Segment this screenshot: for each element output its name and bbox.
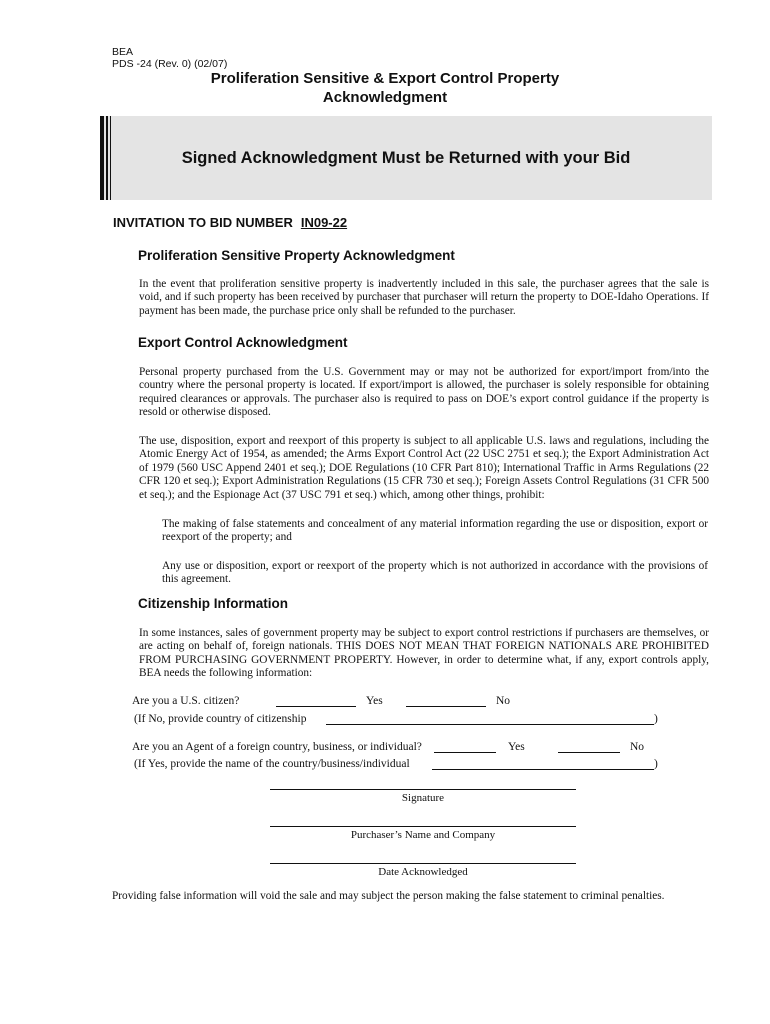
answer-blank xyxy=(326,724,654,725)
bid-number: IN09-22 xyxy=(300,215,348,230)
answer-blank xyxy=(406,706,486,707)
close-paren: ) xyxy=(654,713,658,725)
document-title xyxy=(140,69,630,107)
answer-blank xyxy=(558,752,620,753)
citizenship-heading: Citizenship Information xyxy=(138,596,288,611)
foreign-agent-name-prompt: (If Yes, provide the name of the country/business/individual xyxy=(134,758,410,770)
purchaser-name-field[interactable] xyxy=(270,826,576,827)
answer-blank xyxy=(432,769,654,770)
export-control-body-2: The use, disposition, export and reexport of this property is subject to all applicable U.S. laws and regulations, including the Atomic Energy Act of 1954, as amended; the Arms Export Control Act (22 USC 2751 et seq.); the Export Administration Act of 1979 (560 USC Append 2401 et seq.); DOE Regulations (10 CFR Part 810); International Traffic in Arms Regulations (22 CFR 120 et seq.); Export Administration Regulations (15 CFR 730 et seq.); Foreign Assets Control Regulations (31 CFR 500 et seq.); and the Espionage Act (37 USC 791 et seq.) which, among other things, prohibit: xyxy=(139,435,709,501)
document-title-line1: Proliferation Sensitive & Export Control Property xyxy=(210,70,560,87)
agency-code: BEA xyxy=(112,46,134,58)
foreign-agent-no-label: No xyxy=(630,741,645,753)
bid-label: INVITATION TO BID NUMBER xyxy=(113,215,293,230)
foreign-agent-yes-field[interactable] xyxy=(434,752,496,753)
foreign-agent-yes-label: Yes xyxy=(508,741,525,753)
banner-text: Signed Acknowledgment Must be Returned with your Bid xyxy=(181,149,631,167)
bid-number-line xyxy=(113,215,347,230)
close-paren: ) xyxy=(654,758,658,770)
signature-label: Signature xyxy=(401,792,445,804)
foreign-agent-name-field[interactable] xyxy=(432,769,654,770)
prohibition-item-2: Any use or disposition, export or reexport of the property which is not authorized in accordance with the provisions of this agreement. xyxy=(162,560,708,586)
answer-blank xyxy=(276,706,356,707)
citizenship-country-field[interactable] xyxy=(326,724,654,725)
signature-field[interactable] xyxy=(270,789,576,790)
proliferation-heading: Proliferation Sensitive Property Acknowledgment xyxy=(138,248,455,263)
export-control-heading: Export Control Acknowledgment xyxy=(138,335,348,350)
form-code: PDS -24 (Rev. 0) (02/07) xyxy=(112,58,228,70)
foreign-agent-no-field[interactable] xyxy=(558,752,620,753)
prohibition-item-1: The making of false statements and concealment of any material information regarding the use or disposition, export or reexport of the property; and xyxy=(162,518,708,544)
export-control-body-1: Personal property purchased from the U.S. Government may or may not be authorized for export/import from/into the country where the personal property is located. If export/import is allowed, the purchaser is solely responsible for obtaining required clearances or approvals. The purchaser also is required to pass on DOE’s export control guidance if the property is resold or otherwise disposed. xyxy=(139,366,709,419)
false-information-warning: Providing false information will void the sale and may subject the person making the false statement to criminal penalties. xyxy=(112,890,665,902)
purchaser-name-label: Purchaser’s Name and Company xyxy=(350,829,496,841)
banner-bar xyxy=(100,116,104,200)
date-label: Date Acknowledged xyxy=(378,866,468,878)
notice-banner xyxy=(100,116,712,200)
foreign-agent-question: Are you an Agent of a foreign country, business, or individual? xyxy=(132,741,422,753)
citizenship-country-prompt: (If No, provide country of citizenship xyxy=(134,713,307,725)
us-citizen-no-label: No xyxy=(496,695,511,707)
citizenship-body: In some instances, sales of government property may be subject to export control restrictions if purchasers are themselves, or are acting on behalf of, foreign nationals. THIS DOES NOT MEAN THAT FOREIGN NATIONALS ARE PROHIBITED FROM PURCHASING GOVERNMENT PROPERTY. However, in order to determine what, if any, export controls apply, BEA needs the following information: xyxy=(139,627,709,680)
proliferation-body: In the event that proliferation sensitive property is inadvertently included in this sale, the purchaser agrees that the sale is void, and if such property has been received by purchaser that purchaser will return the property to DOE-Idaho Operations. If payment has been made, the purchase price only shall be refunded to the purchaser. xyxy=(139,278,709,317)
us-citizen-yes-label: Yes xyxy=(366,695,383,707)
document-title-line2: Acknowledgment xyxy=(322,89,448,106)
us-citizen-yes-field[interactable] xyxy=(276,706,356,707)
date-field[interactable] xyxy=(270,863,576,864)
banner-bar xyxy=(106,116,108,200)
answer-blank xyxy=(434,752,496,753)
us-citizen-no-field[interactable] xyxy=(406,706,486,707)
us-citizen-question: Are you a U.S. citizen? xyxy=(132,695,240,707)
